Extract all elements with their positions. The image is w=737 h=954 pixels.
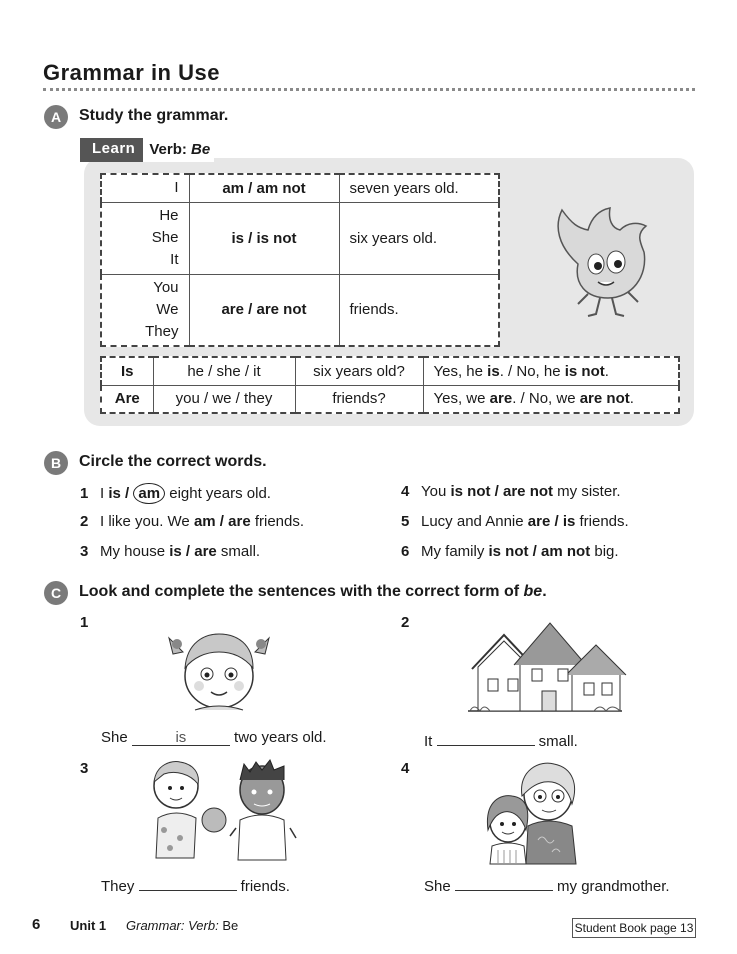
subject: They: [145, 322, 179, 340]
sentence-text: It: [424, 733, 437, 750]
section-a-badge: A: [44, 105, 68, 129]
section-b-badge: B: [44, 451, 68, 475]
table-row: [101, 202, 499, 274]
subject-cell: [101, 274, 189, 346]
option-1[interactable]: are: [527, 513, 551, 530]
option-2[interactable]: are: [228, 513, 251, 530]
item-number: 1: [80, 614, 89, 631]
question-word-cell: Are: [101, 385, 153, 413]
subject-cell: you / we / they: [153, 385, 295, 413]
sentence-text: my grandmother.: [552, 878, 670, 895]
subject: You: [153, 278, 179, 296]
answer-blank[interactable]: [437, 729, 535, 746]
option-1[interactable]: is not: [488, 543, 529, 560]
subject: I: [174, 179, 179, 197]
option-separator: /: [528, 543, 542, 560]
item-text: My house: [100, 543, 170, 560]
item-text: I: [100, 485, 109, 502]
answer-blank[interactable]: is: [132, 729, 230, 746]
table-row: [101, 274, 499, 346]
learn-label: Learn: [80, 138, 143, 162]
option-2[interactable]: are not: [503, 483, 554, 500]
answer-text: . / No, we: [512, 390, 580, 408]
item-number: 4: [401, 483, 410, 500]
subject: He: [159, 207, 179, 224]
option-separator: /: [181, 543, 195, 560]
exercise-b-item: [80, 543, 260, 560]
grammar-table-questions: [100, 356, 680, 414]
section-c-title-word: be: [523, 583, 543, 600]
page-number: 6: [32, 916, 41, 933]
rest-cell: seven years old.: [339, 174, 499, 202]
section-c-badge: C: [44, 581, 68, 605]
exercise-b-item: [80, 483, 271, 504]
answer-cell: [423, 357, 679, 385]
option-1[interactable]: is not: [450, 483, 491, 500]
section-c-title: [79, 583, 547, 601]
option-2-circled[interactable]: am: [133, 483, 165, 504]
sentence-text: They: [101, 878, 139, 895]
verb-cell: is / is not: [189, 202, 339, 274]
subject: It: [170, 251, 179, 268]
grammar-table-affirmative: [100, 173, 500, 347]
item-number: 2: [401, 614, 410, 631]
children-illustration: [150, 758, 298, 862]
item-text: eight years old.: [165, 485, 271, 502]
option-separator: /: [550, 513, 563, 530]
option-1[interactable]: am: [193, 513, 216, 530]
exercise-c-sentence: [101, 729, 327, 746]
sentence-text: She: [424, 878, 455, 895]
rest-cell: friends.: [339, 274, 499, 346]
item-number: 3: [80, 543, 89, 560]
subject: She: [151, 229, 179, 246]
answer-blank[interactable]: [455, 874, 553, 891]
option-2[interactable]: am not: [541, 543, 591, 560]
answer-bold: is not: [564, 362, 605, 380]
item-number: 2: [80, 513, 89, 530]
table-row: [101, 174, 499, 202]
answer-text: . / No, he: [499, 362, 565, 380]
table-row: [101, 385, 679, 413]
rest-cell: six years old?: [295, 357, 423, 385]
sentence-text: She: [101, 729, 132, 746]
exercise-c-sentence: [101, 874, 290, 895]
subject-cell: he / she / it: [153, 357, 295, 385]
item-number: 4: [401, 760, 410, 777]
page-title: Grammar in Use: [43, 60, 220, 85]
question-word-cell: Is: [101, 357, 153, 385]
exercise-b-item: [80, 513, 304, 530]
girl-illustration: [165, 622, 273, 714]
answer-text: Yes, we: [433, 390, 490, 408]
house-illustration: [464, 623, 626, 717]
answer-bold: are not: [579, 390, 630, 408]
section-a-title: Study the grammar.: [79, 107, 229, 124]
item-text: big.: [590, 543, 619, 560]
exercise-b-item: [401, 543, 619, 560]
item-number: 1: [80, 485, 89, 502]
option-1[interactable]: is: [169, 543, 182, 560]
subject-cell: [101, 202, 189, 274]
item-number: 3: [80, 760, 89, 777]
option-separator: /: [490, 483, 503, 500]
learn-topic: [143, 138, 214, 162]
sentence-text: friends.: [236, 878, 290, 895]
learn-topic-word: Be: [191, 141, 211, 158]
option-separator: /: [120, 485, 134, 502]
item-text: friends.: [575, 513, 629, 530]
learn-tag: [80, 138, 214, 162]
unit-subtitle-text: Grammar: Verb:: [126, 918, 223, 933]
item-text: I like you. We: [100, 513, 194, 530]
subject-cell: [101, 174, 189, 202]
mascot-illustration: [548, 206, 658, 322]
answer-text: .: [604, 362, 609, 380]
unit-subtitle: [126, 918, 238, 933]
item-text: small.: [216, 543, 261, 560]
grandmother-illustration: [482, 760, 586, 866]
option-2[interactable]: are: [194, 543, 217, 560]
item-text: My family: [421, 543, 489, 560]
exercise-c-sentence: [424, 874, 670, 895]
exercise-c-sentence: [424, 729, 578, 750]
item-text: friends.: [250, 513, 305, 530]
option-1[interactable]: is: [108, 485, 121, 502]
exercise-b-item: [401, 513, 629, 530]
learn-topic-prefix: Verb:: [149, 141, 192, 158]
rest-cell: six years old.: [339, 202, 499, 274]
exercise-b-item: [401, 483, 621, 500]
answer-text: Yes, he: [433, 362, 488, 380]
answer-bold: is: [487, 362, 500, 380]
unit-subtitle-word: Be: [222, 918, 239, 933]
answer-text: .: [629, 390, 634, 408]
section-b-title: Circle the correct words.: [79, 453, 267, 470]
section-c-title-text: Look and complete the sentences with the correct form of: [79, 583, 524, 600]
item-number: 6: [401, 543, 410, 560]
sentence-text: small.: [534, 733, 578, 750]
answer-bold: are: [489, 390, 513, 408]
item-text: Lucy and Annie: [421, 513, 528, 530]
item-text: my sister.: [553, 483, 621, 500]
rest-cell: friends?: [295, 385, 423, 413]
answer-blank[interactable]: [139, 874, 237, 891]
title-divider: [43, 88, 695, 91]
student-book-reference: Student Book page 13: [572, 918, 696, 938]
item-text: You: [421, 483, 451, 500]
unit-label: Unit 1: [70, 918, 107, 933]
option-separator: /: [215, 513, 229, 530]
verb-cell: am / am not: [189, 174, 339, 202]
option-2[interactable]: is: [562, 513, 576, 530]
table-row: [101, 357, 679, 385]
section-c-title-end: .: [542, 583, 547, 600]
item-number: 5: [401, 513, 410, 530]
subject: We: [156, 300, 179, 318]
sentence-text: two years old.: [229, 729, 327, 746]
verb-cell: are / are not: [189, 274, 339, 346]
answer-cell: [423, 385, 679, 413]
